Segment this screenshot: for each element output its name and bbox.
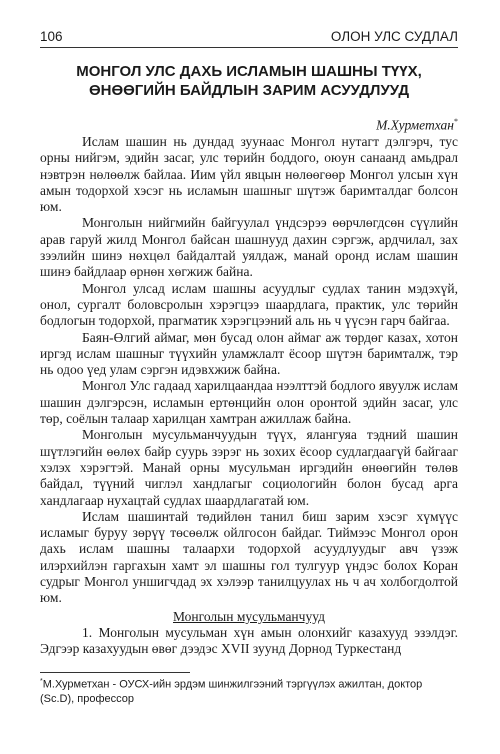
author-name: М.Хурметхан — [376, 117, 454, 133]
page-number: 106 — [40, 29, 63, 44]
paragraph: Монголын мусульманчуудын түүх, ялангуяа тэдний шашин шүтлэгийн өөлөх байр суурь зэрэг нь зохих ёсоор судлагдаагүй байгааг хэлэх хэрэгтэй. Манай орны мусульман иргэдийн өнөөгийн төлөв байдал, түүний чиглэл хандлагыг социологийн болон бусад арга хандлагаар нухацтай судлах шаардлагатай юм. — [40, 427, 458, 508]
article-title-line-1: МОНГОЛ УЛС ДАХЬ ИСЛАМЫН ШАШНЫ ТҮҮХ, — [76, 63, 422, 80]
footnote — [40, 675, 458, 706]
article-title-line-2: ӨНӨӨГИЙН БАЙДЛЫН ЗАРИМ АСУУДЛУУД — [88, 82, 410, 99]
article-author — [376, 117, 458, 134]
section-heading: Монголын мусульманчууд — [173, 608, 325, 624]
author-footnote-mark: * — [454, 117, 458, 126]
paragraph: Монгол улсад ислам шашны асуудлыг судлах танин мэдэхүй, онол, сургалт боловсролын хэрэгцээ шаардлага, практик, улс төрийн бодлогын тодорхой, прагматик хэрэгцээний аль нь ч үүсэн гарч байгаа. — [40, 280, 458, 329]
footnote-mark: * — [40, 678, 43, 685]
footnote-divider — [40, 672, 190, 673]
paragraph: 1. Монголын мусульман хүн амын олонхийг казахууд эзэлдэг. Эдгээр казахуудын өвөг дээдэс XVII зуунд Дорнод Туркестанд — [40, 624, 458, 657]
article-body — [40, 134, 458, 658]
paragraph: Ислам шашин нь дундад зуунаас Монгол нутагт дэлгэрч, тус орны нийгэм, эдийн засаг, улс төрийн боддого, оюун санаанд амьдрал нэвтрэн нөлөөлж байлаа. Иим үйл явцын нөлөөгөөр Монгол улсын хүн амын тодорхой хэсэг нь исламын шашныг шүтэж баримталдаг болсон юм. — [40, 134, 458, 215]
journal-title: ОЛОН УЛС СУДЛАЛ — [330, 29, 458, 44]
paragraph: Баян-Өлгий аймаг, мөн бусад олон аймаг аж төрдөг казах, хотон иргэд ислам шашныг түүхийн уламжлалт ёсоор шүтэн баримталж, тэр нь одоо үед улам сэргэн идэвхжиж байна. — [40, 329, 458, 378]
article-title — [40, 62, 458, 100]
paragraph: Монголын нийгмийн байгуулал үндсэрээ өөрчлөгдсөн сүүлийн арав гаруй жилд Монгол байсан шашнууд дахин сэргэж, ардчилал, зах зээлийн шинэ нөхцөл байдалтай уялдаж, манай оронд ислам шашин шинэ байдлаар өрнөн хөгжиж байна. — [40, 215, 458, 280]
paragraph: Монгол Улс гадаад харилцаандаа нээлттэй бодлого явуулж ислам шашин дэлгэрсэн, исламын ертөнцийн олон оронтой эдийн засаг, улс төр, соёлын талаар харилцан хамтран ажиллаж байна. — [40, 378, 458, 427]
running-header — [40, 24, 458, 48]
footnote-text: М.Хурметхан - ОУСХ-ийн эрдэм шинжилгээний тэргүүлэх ажилтан, доктор (Sc.D), профессор — [40, 678, 423, 705]
paragraph: Ислам шашинтай төдийлөн танил биш зарим хэсэг хүмүүс исламыг буруу зөрүү төсөөлж ойлгосон байдаг. Тиймээс Монгол орон дахь ислам шашны талаархи тодорхой асуудлуудыг авч үзэж илэрхийлэн гаргахын хамт эл шашны гол тулгуур үндэс болох Коран судрыг Монгол уншигчдад эх хэлээр танилцуулах нь ч ач холбогдолтой юм. — [40, 508, 458, 606]
